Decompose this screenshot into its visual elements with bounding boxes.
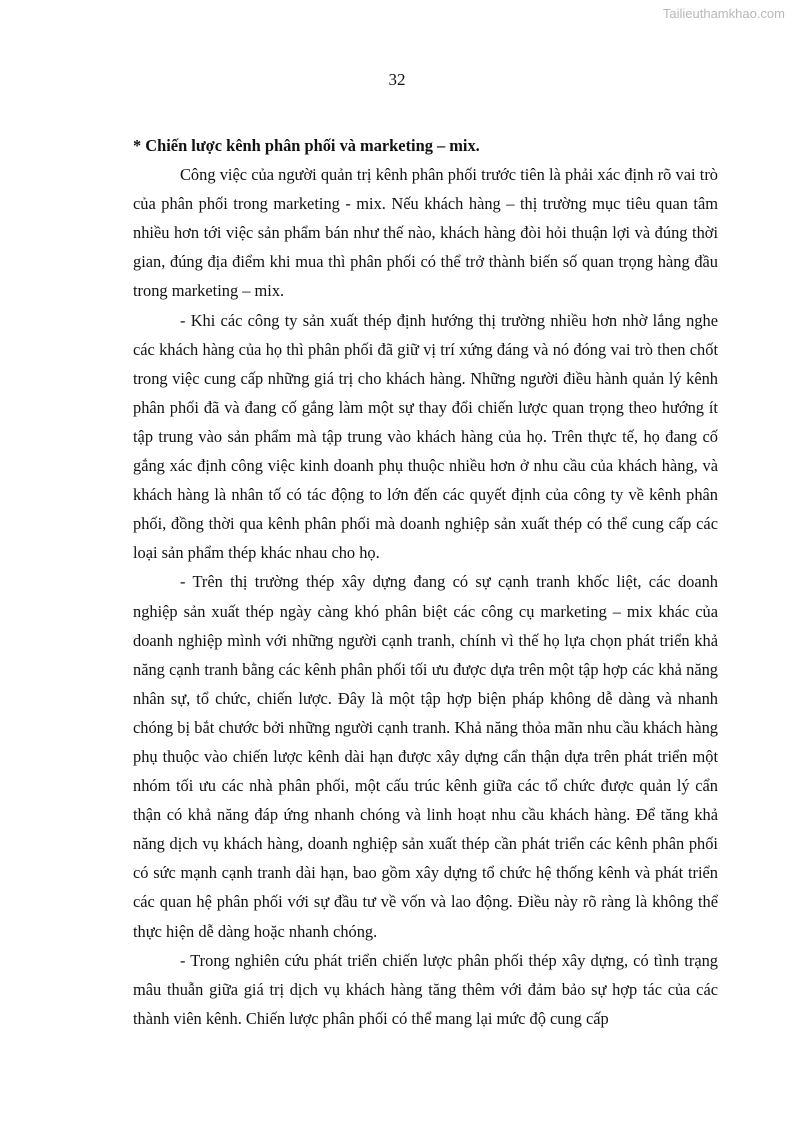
section-heading: * Chiến lược kênh phân phối và marketing – mix. [133, 136, 480, 155]
paragraph-market-orientation: - Khi các công ty sản xuất thép định hướng thị trường nhiều hơn nhờ lắng nghe các khách hàng của họ thì phân phối đã giữ vị trí xứng đáng và nó đóng vai trò then chốt trong việc cung cấp những giá trị cho khách hàng. Những người điều hành quản lý kênh phân phối đã và đang cố gắng làm một sự thay đổi chiến lược quan trọng theo hướng ít tập trung vào sản phẩm mà tập trung vào khách hàng của họ. Trên thực tế, họ đang cố gắng xác định công việc kinh doanh phụ thuộc nhiều hơn ở nhu cầu của khách hàng, và khách hàng là nhân tố có tác động to lớn đến các quyết định của công ty về kênh phân phối, đồng thời qua kênh phân phối mà doanh nghiệp sản xuất thép có thể cung cấp các loại sản phẩm thép khác nhau cho họ. [133, 310, 718, 563]
document-body [133, 131, 718, 1033]
page-number: 32 [388, 70, 406, 89]
watermark: Tailieuthamkhao.com [662, 6, 785, 21]
paragraph-intro: Công việc của người quản trị kênh phân phối trước tiên là phải xác định rõ vai trò của phân phối trong marketing - mix. Nếu khách hàng – thị trường mục tiêu quan tâm nhiều hơn tới việc sản phẩm bán như thế nào, khách hàng đòi hỏi thuận lợi và đúng thời gian, đúng địa điểm khi mua thì phân phối có thể trở thành biến số quan trọng hàng đầu trong marketing – mix. [133, 165, 718, 301]
paragraph-conflict: - Trong nghiên cứu phát triển chiến lược phân phối thép xây dựng, có tình trạng mâu thuẫn giữa giá trị dịch vụ khách hàng tăng thêm với đảm bảo sự hợp tác của các thành viên kênh. Chiến lược phân phối có thể mang lại mức độ cung cấp [133, 950, 718, 1028]
paragraph-competition: - Trên thị trường thép xây dựng đang có sự cạnh tranh khốc liệt, các doanh nghiệp sản xuất thép ngày càng khó phân biệt các công cụ marketing – mix khác của doanh nghiệp mình với những người cạnh tranh, chính vì thế họ lựa chọn phát triển khả năng cạnh tranh bằng các kênh phân phối tối ưu được dựa trên một tập hợp các khả năng nhân sự, tổ chức, chiến lược. Đây là một tập hợp biện pháp không dễ dàng và nhanh chóng bị bắt chước bởi những người cạnh tranh. Khả năng thỏa mãn nhu cầu khách hàng phụ thuộc vào chiến lược kênh dài hạn được xây dựng cẩn thận dựa trên phát triển một nhóm tối ưu các nhà phân phối, một cấu trúc kênh giữa các tổ chức được quản lý cẩn thận có khả năng đáp ứng nhanh chóng và linh hoạt nhu cầu khách hàng. Để tăng khả năng dịch vụ khách hàng, doanh nghiệp sản xuất thép cần phát triển các kênh phân phối có sức mạnh cạnh tranh dài hạn, bao gồm xây dựng tổ chức hệ thống kênh và phát triển các quan hệ phân phối với sự đầu tư về vốn và lao động. Điều này rõ ràng là không thể thực hiện dễ dàng hoặc nhanh chóng. [133, 572, 718, 941]
